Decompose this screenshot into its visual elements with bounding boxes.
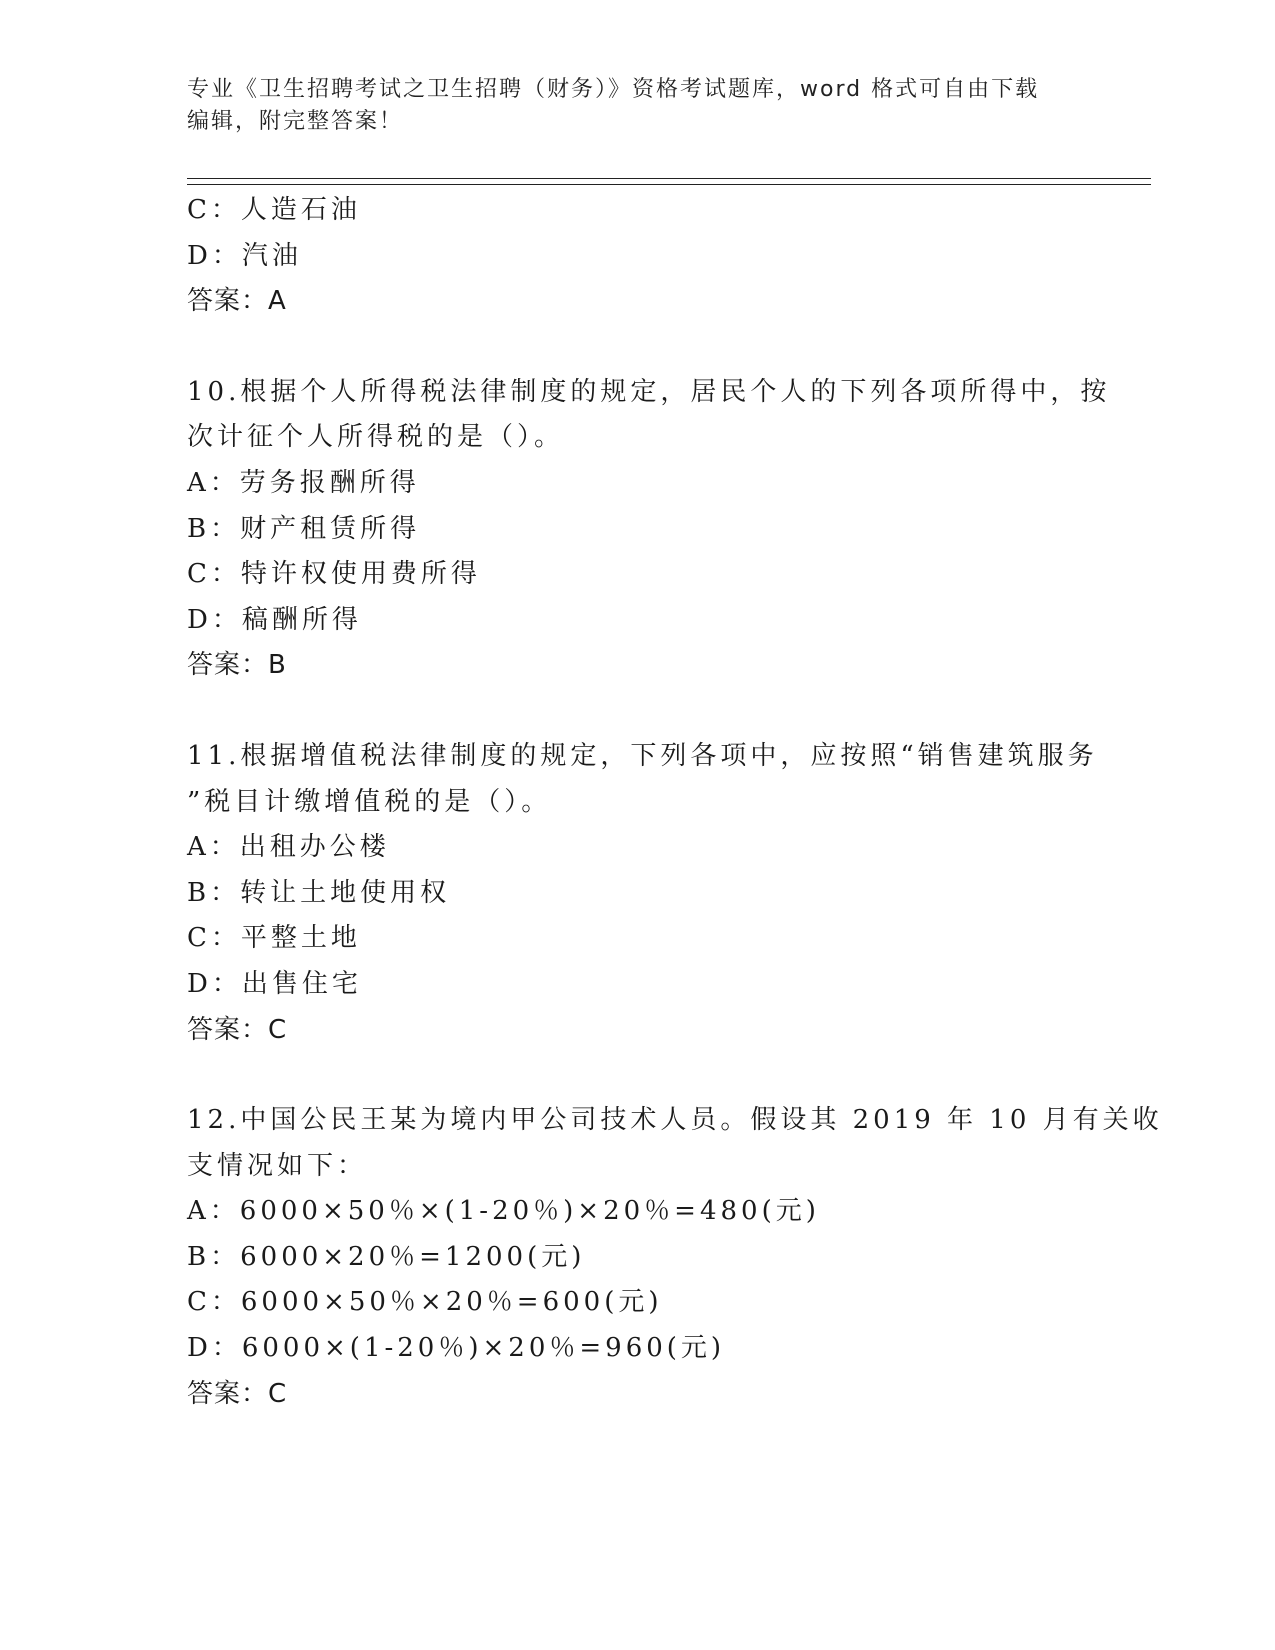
question-list — [187, 188, 1163, 1417]
document-header — [187, 74, 1067, 138]
answer: 答案：C — [187, 1378, 288, 1409]
option-d: D：6000×(1-20％)×20％=960(元) — [187, 1333, 726, 1364]
question-text-line-1: 10.根据个人所得税法律制度的规定，居民个人的下列各项所得中，按 — [187, 376, 1111, 407]
option-c: C：6000×50％×20％=600(元) — [187, 1287, 663, 1318]
question-11 — [187, 734, 1098, 1053]
option-c: C：特许权使用费所得 — [187, 559, 481, 590]
option-b: B：6000×20％=1200(元) — [187, 1241, 586, 1272]
question-9-tail — [187, 188, 1087, 325]
option-d: D：出售住宅 — [187, 968, 362, 999]
answer: 答案：A — [187, 286, 287, 317]
answer: 答案：C — [187, 1014, 288, 1045]
header-line-2: 编辑，附完整答案！ — [187, 109, 404, 134]
question-text-line-1: 11.根据增值税法律制度的规定，下列各项中，应按照“销售建筑服务 — [187, 740, 1098, 771]
option-c: C：平整土地 — [187, 923, 361, 954]
spacer — [187, 1053, 1087, 1098]
option-d: D：稿酬所得 — [187, 604, 362, 635]
option-b: B：财产租赁所得 — [187, 513, 421, 544]
option-a: A：劳务报酬所得 — [187, 467, 420, 498]
header-line-1: 专业《卫生招聘考试之卫生招聘（财务）》资格考试题库，word 格式可自由下载 — [187, 77, 1040, 102]
question-text-line-2: ”税目计缴增值税的是（）。 — [187, 786, 552, 817]
answer: 答案：B — [187, 650, 287, 681]
option-b: B：转让土地使用权 — [187, 877, 451, 908]
spacer — [187, 689, 1087, 734]
question-text-line-1: 12.中国公民王某为境内甲公司技术人员。假设其 2019 年 10 月有关收 — [187, 1105, 1163, 1136]
header-divider-top — [187, 178, 1151, 179]
question-text-line-2: 支情况如下： — [187, 1150, 368, 1181]
spacer — [187, 325, 1087, 370]
question-10 — [187, 370, 1111, 689]
question-12 — [187, 1098, 1163, 1417]
question-text-line-2: 次计征个人所得税的是（）。 — [187, 422, 565, 453]
option-c: C：人造石油 — [187, 195, 361, 225]
option-a: A：出租办公楼 — [187, 832, 390, 863]
option-a: A：6000×50％×(1-20％)×20％=480(元) — [187, 1196, 820, 1227]
option-d: D：汽油 — [187, 240, 302, 271]
header-divider-bottom — [187, 184, 1151, 185]
